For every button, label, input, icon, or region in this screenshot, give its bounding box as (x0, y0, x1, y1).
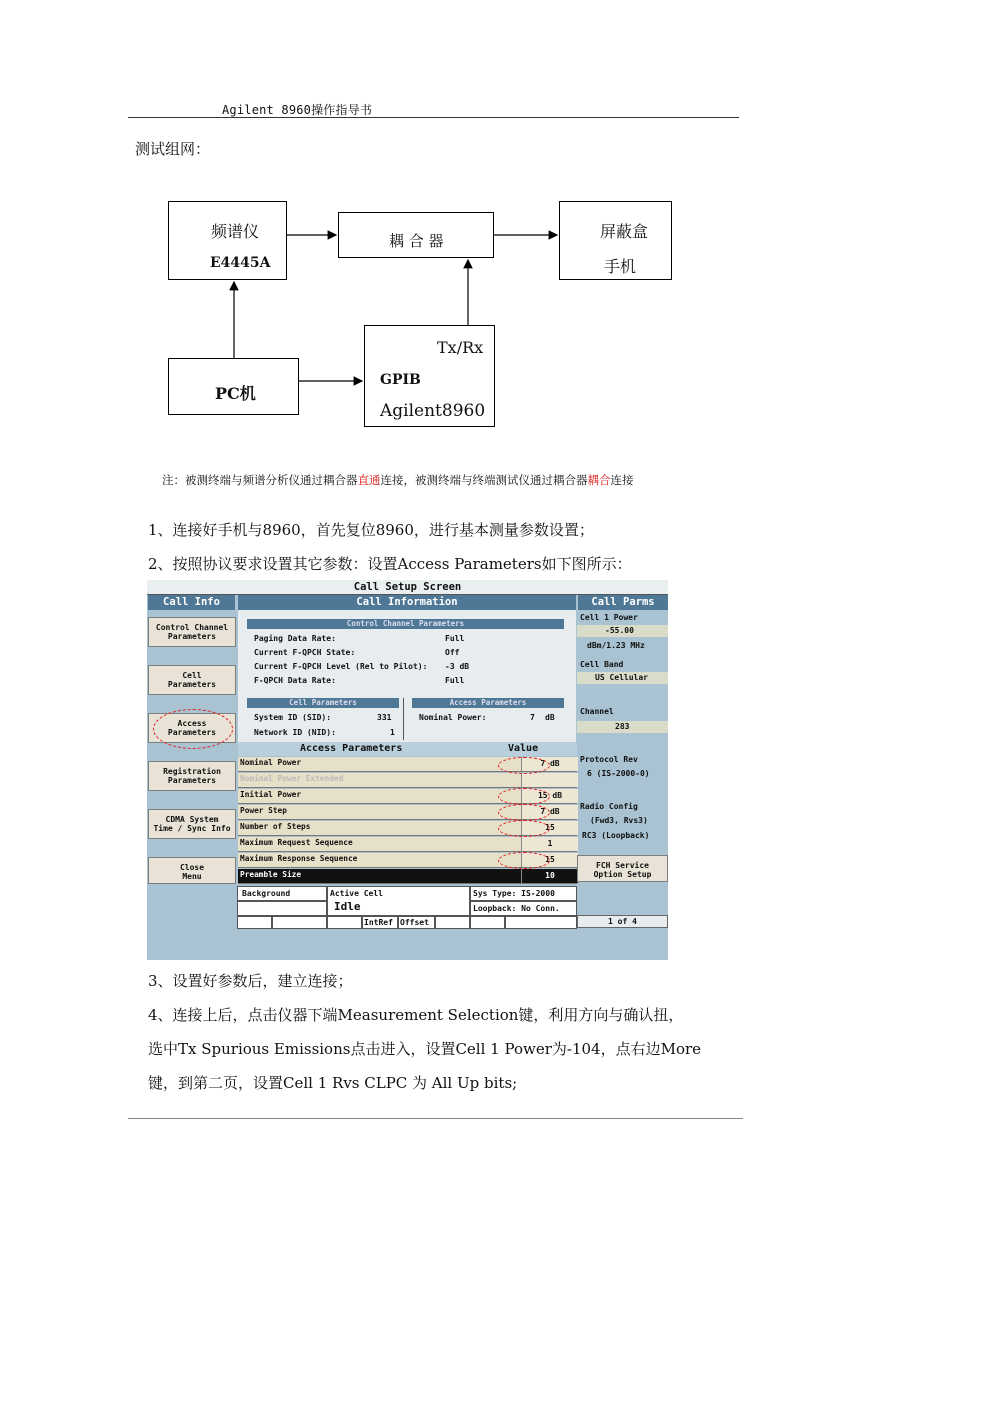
offset-indicator (398, 916, 435, 929)
ccp-value: Off (445, 648, 460, 657)
call-setup-screen (147, 580, 668, 960)
active-cell-status (327, 886, 470, 916)
shield-label: 屏蔽盒 (600, 222, 649, 241)
sys-type-status (470, 886, 577, 901)
ap-row-preamble-size[interactable] (238, 869, 577, 884)
ap-row-label: Maximum Request Sequence (240, 838, 353, 847)
background-label: Background (242, 889, 291, 898)
ap-row-value: 10 (521, 869, 578, 883)
ap-row-label: Nominal Power (240, 758, 302, 767)
cell-power-field[interactable] (577, 625, 668, 637)
radio-config-value: (Fwd3, Rvs3) (590, 816, 648, 825)
ap-row-label: Number of Steps (240, 822, 311, 831)
page-indicator: 1 of 4 (577, 915, 668, 928)
cellp-value: 1 (390, 728, 395, 737)
status-cell (272, 916, 327, 929)
softkey-control-channel[interactable] (148, 617, 236, 647)
intref-indicator (362, 916, 398, 929)
ccp-title: Control Channel Parameters (247, 619, 564, 629)
active-cell-label: Active Cell (330, 889, 383, 898)
ap-row-label: Maximum Response Sequence (240, 854, 358, 863)
spectrum-label: 频谱仪 (211, 222, 260, 241)
status-cell (470, 916, 505, 929)
channel-field[interactable] (577, 721, 668, 733)
center-header: Call Information (238, 595, 576, 610)
ccp-label: Current F-QPCH State: (254, 648, 356, 657)
background-button[interactable] (237, 886, 327, 901)
note-text-1: 注：被测终端与频谱分析仪通过耦合器 (162, 473, 358, 487)
ap-row-max-request[interactable] (238, 837, 577, 852)
protocol-label: Protocol Rev (580, 755, 638, 764)
note-text-3: 连接 (610, 473, 634, 487)
status-cell (327, 916, 362, 929)
coupler-label: 耦 合 器 (389, 232, 444, 250)
status-cell (237, 901, 327, 916)
ap-row-value: 15 (521, 821, 578, 835)
ccp-label: F-QPCH Data Rate: (254, 676, 336, 685)
note-red-2: 耦合 (587, 473, 611, 487)
softkey-label: Option Setup (593, 869, 652, 879)
loopback-label: Loopback: No Conn. (473, 904, 560, 913)
ap-table-header (238, 742, 577, 756)
softkey-label: Control Channel (155, 623, 229, 632)
softkey-label: Parameters (167, 631, 217, 641)
sys-type-label: Sys Type: IS-2000 (473, 889, 555, 898)
screen-title: Call Setup Screen (147, 580, 668, 595)
page-header: Agilent 8960操作指导书 (222, 103, 373, 117)
ap-col-value: Value (508, 743, 539, 754)
note-red-1: 直通 (357, 473, 381, 487)
softkey-label: Parameters (167, 727, 217, 737)
softkey-registration[interactable] (148, 761, 236, 791)
loopback-status (470, 901, 577, 916)
highlight-ellipse (498, 820, 550, 837)
ccp-value: Full (445, 634, 465, 643)
ap-row-label: Power Step (240, 806, 287, 815)
phone-label: 手机 (604, 257, 637, 276)
radio-config-label: Radio Config (580, 802, 638, 811)
softkey-label: Time / Sync Info (153, 823, 231, 833)
step-3: 3、设置好参数后，建立连接； (148, 972, 353, 990)
ap-row-label: Preamble Size (240, 870, 302, 879)
footer-rule (128, 1118, 743, 1119)
note-text-2: 连接，被测终端与终端测试仪通过耦合器 (380, 473, 588, 487)
step-1: 1、连接好手机与8960，首先复位8960，进行基本测量参数设置； (148, 521, 594, 539)
gpib-label: GPIB (380, 372, 421, 388)
status-cell (237, 916, 272, 929)
cellp-title: Cell Parameters (247, 698, 399, 708)
radio-config-mode: RC3 (Loopback) (582, 831, 650, 840)
softkey-cell-parameters[interactable] (148, 665, 236, 695)
softkey-label: CDMA System (165, 815, 219, 824)
intref-label: IntRef (364, 918, 393, 927)
fch-service-softkey[interactable] (577, 855, 668, 882)
ccp-value: -3 dB (445, 662, 470, 671)
cellp-label: System ID (SID): (254, 713, 332, 722)
ap-row-value: 15 (521, 853, 578, 867)
cell-power-label: Cell 1 Power (580, 613, 638, 622)
step-4a: 4、连接上后，点击仪器下端Measurement Selection键，利用方向与确认扭， (148, 1006, 684, 1024)
softkey-label: Close (179, 863, 205, 872)
highlight-ellipse (498, 757, 550, 774)
ap-row-label: Nominal Power Extended (240, 774, 344, 783)
diagram-arrows (0, 0, 1000, 460)
softkey-label: Access (177, 719, 207, 728)
cell-band-label: Cell Band (580, 660, 624, 669)
ccp-value: Full (445, 676, 465, 685)
ap-row-value: 7 dB (521, 757, 578, 771)
protocol-value: 6 (IS-2000-0) (587, 769, 650, 778)
highlight-ellipse (498, 852, 550, 869)
offset-label: Offset (400, 918, 429, 927)
agilent-label: Agilent8960 (380, 401, 486, 421)
softkey-label: Parameters (167, 775, 217, 785)
right-header: Call Parms (578, 595, 668, 610)
softkey-label: FCH Service (596, 861, 649, 870)
ap-row-nominal-power-extended[interactable] (238, 773, 577, 788)
cell-power-unit: dBm/1.23 MHz (587, 641, 645, 650)
status-cell (435, 916, 470, 929)
ap-col-header: Access Parameters (300, 743, 403, 754)
ap-row-value: 1 (521, 837, 578, 851)
highlight-ellipse (153, 709, 233, 749)
status-cell (505, 916, 577, 929)
section-heading: 测试组网： (135, 140, 211, 158)
accp-unit: dB (545, 713, 555, 722)
left-header: Call Info (148, 595, 235, 610)
cellp-value: 331 (377, 713, 392, 722)
channel-value: 283 (615, 722, 630, 731)
ccp-label: Current F-QPCH Level (Rel to Pilot): (254, 662, 428, 671)
softkey-close-menu[interactable] (148, 857, 236, 884)
diagram-note (162, 472, 634, 488)
pc-label: PC机 (215, 384, 256, 403)
highlight-ellipse (498, 788, 550, 805)
step-4c: 键，到第二页，设置Cell 1 Rvs CLPC 为 All Up bits; (148, 1074, 518, 1092)
step-2: 2、按照协议要求设置其它参数：设置Access Parameters如下图所示： (148, 555, 632, 573)
softkey-cdma-system-time[interactable] (148, 809, 236, 839)
accp-label: Nominal Power: (419, 713, 487, 722)
cell-band-value: US Cellular (595, 673, 648, 682)
accp-value: 7 (530, 713, 535, 722)
channel-label: Channel (580, 707, 614, 716)
accp-title: Access Parameters (412, 698, 564, 708)
softkey-label: Registration (163, 767, 221, 776)
softkey-label: Parameters (167, 679, 217, 689)
highlight-ellipse (498, 804, 550, 821)
softkey-label: Cell (182, 671, 202, 680)
softkey-label: Menu (182, 871, 202, 881)
cell-power-value: -55.00 (605, 626, 634, 635)
cell-band-field[interactable] (577, 672, 668, 684)
cellp-label: Network ID (NID): (254, 728, 336, 737)
step-4b: 选中Tx Spurious Emissions点击进入，设置Cell 1 Power为-104，点右边More (148, 1040, 702, 1058)
divider (403, 698, 404, 740)
ap-row-value (521, 773, 578, 787)
idle-status: Idle (334, 900, 361, 913)
ap-row-value: 7 dB (521, 805, 578, 819)
ccp-label: Paging Data Rate: (254, 634, 336, 643)
txrx-label: Tx/Rx (437, 338, 484, 357)
spectrum-model: E4445A (210, 255, 271, 271)
ap-row-value: 15 dB (521, 789, 578, 803)
ap-row-label: Initial Power (240, 790, 302, 799)
